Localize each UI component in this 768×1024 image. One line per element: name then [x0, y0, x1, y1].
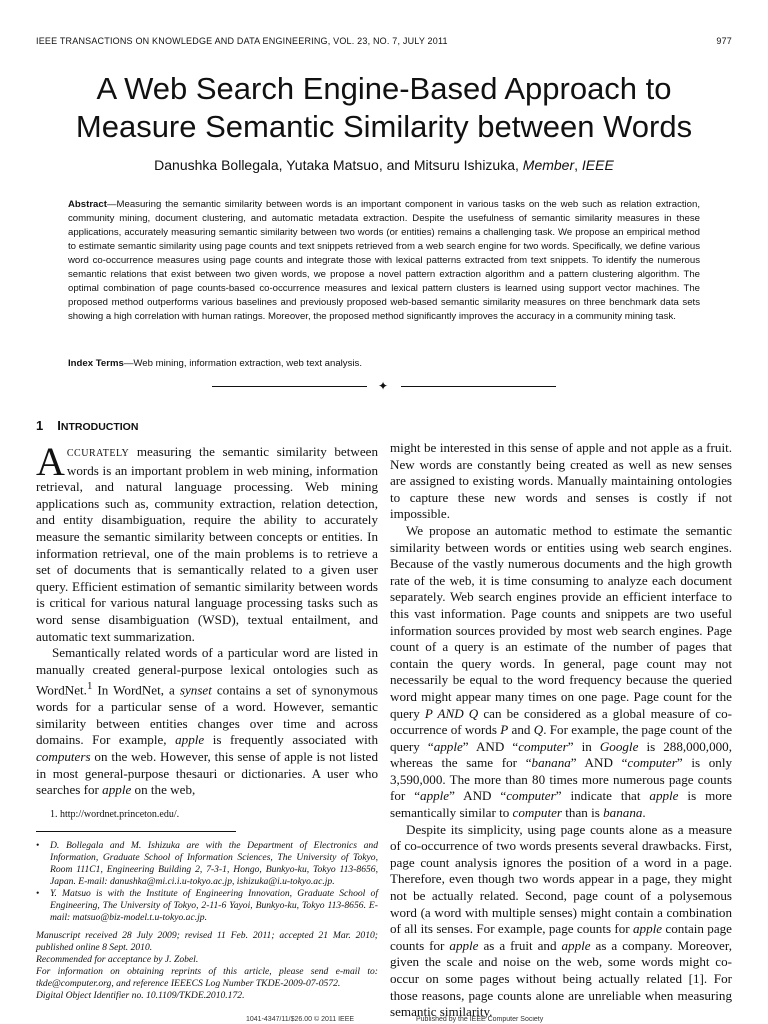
- index-terms-text: —Web mining, information extraction, web text analysis.: [123, 358, 362, 369]
- right-paragraph-1: might be interested in this sense of apple and not apple as a fruit. New words are constantly being created as well as new senses are assigned to existing words. Manually maintaining ontologies to capture these new words and senses is costly if not impossible.: [390, 440, 732, 522]
- copyright-line: 1041-4347/11/$26.00 © 2011 IEEE: [246, 1016, 355, 1023]
- manuscript-note: Manuscript received 28 July 2009; revised 11 Feb. 2011; accepted 21 Mar. 2010; published online 8 Sept. 2010.: [36, 929, 378, 953]
- section-title-first: I: [57, 418, 61, 433]
- footnote-rule: [36, 831, 236, 832]
- author-sep: ,: [574, 157, 582, 173]
- section-number: 1: [36, 418, 44, 433]
- recommended-note: Recommended for acceptance by J. Zobel.: [36, 953, 199, 965]
- author-names: Danushka Bollegala, Yutaka Matsuo, and Mitsuru Ishizuka,: [154, 157, 523, 173]
- index-terms: [68, 358, 700, 369]
- drop-cap: A: [36, 439, 65, 484]
- bullet-icon: •: [36, 839, 40, 851]
- bullet-icon: •: [36, 887, 40, 899]
- affiliation-note-1: • D. Bollegala and M. Ishizuka are with the Department of Electronics and Information, Graduate School of Information Sciences, The University of Tokyo, Room 111C1, Engineering Building 2, 7-3-1, Hongo, Bunkyo-ku, Tokyo 113-8656, Japan. E-mail: danushka@mi.ci.i.u-tokyo.ac.jp, ishizuka@i.u-tokyo.ac.jp.: [36, 839, 378, 887]
- divider-line-right: [401, 386, 556, 387]
- doi-note: Digital Object Identifier no. 10.1109/TKDE.2010.172.: [36, 989, 245, 1001]
- paper-title: [36, 70, 732, 146]
- intro-paragraph-1: ACCURATELY measuring the semantic similarity between words is an important problem in web mining, information retrieval, and natural language processing. Web mining applications such as, community extraction, relation detection, and entity disambiguation, require the ability to accurately measure the semantic similarity between concepts or entities. In information retrieval, one of the main problems is to retrieve a set of documents that is semantically related to a given user query. Efficient estimation of semantic similarity between words is critical for various natural language processing tasks such as word sense disambiguation (WSD), textual entailment, and automatic text summarization.: [36, 439, 378, 644]
- left-column: [36, 418, 378, 1002]
- section-title-rest: NTRODUCTION: [60, 421, 139, 433]
- abstract-lead: Abstract: [68, 199, 107, 210]
- affiliation-note-2: • Y. Matsuo is with the Institute of Engineering Innovation, Graduate School of Engineering, The University of Tokyo, 2-11-6 Yayoi, Bunkyo-ku, Tokyo 113-8656. E-mail: matsuo@biz-model.t.u-tokyo.ac.jp.: [36, 887, 378, 923]
- index-terms-lead: Index Terms: [68, 358, 124, 369]
- abstract: [68, 198, 700, 324]
- ieee-label: IEEE: [581, 157, 614, 173]
- abstract-text: —Measuring the semantic similarity between words is an important component in various tasks on the web such as relation extraction, community mining, document clustering, and automatic metadata extraction. Despite the usefulness of semantic similarity measures in these applications, accurately measuring semantic similarity between two words (or entities) remains a challenging task. We propose an empirical method to estimate semantic similarity using page counts and text snippets retrieved from a web search engine for two words. Specifically, we define various word co-occurrence measures using page counts and integrate those with lexical patterns extracted from text snippets. To identify the numerous semantic relations that exist between two given words, we propose a novel pattern extraction algorithm and a pattern clustering algorithm. The optimal combination of page counts-based co-occurrence measures and lexical pattern clusters is learned using support vector machines. The proposed method outperforms various baselines and previously proposed web-based semantic similarity measures on three benchmark data sets showing a high correlation with human ratings. Moreover, the proposed method significantly improves the accuracy in a community mining task.: [68, 199, 700, 322]
- right-paragraph-2: We propose an automatic method to estimate the semantic similarity between words or entities using web search engines. Because of the vastly numerous documents and the high growth rate of the web, it is time consuming to analyze each document separately. Web search engines provide an efficient interface to this vast information. Page counts and snippets are two useful information sources provided by most web search engines. Page count of a query is an estimate of the number of pages that contain the query words. In general, page count may not necessarily be equal to the word frequency because the queried word might appear many times on one page. Page count for the query P AND Q can be considered as a global measure of co-occurrence of words P and Q. For example, the page count of the query “apple” AND “computer” in Google is 288,000,000, whereas the same for “banana” AND “computer” is only 3,590,000. The more than 80 times more numerous page counts for “apple” AND “computer” indicate that apple is more semantically similar to computer than is banana.: [390, 522, 733, 821]
- page-number: 977: [716, 36, 732, 46]
- journal-info: IEEE TRANSACTIONS ON KNOWLEDGE AND DATA ENGINEERING, VOL. 23, NO. 7, JULY 2011: [36, 36, 448, 46]
- divider-line-left: [212, 386, 367, 387]
- running-head: [36, 36, 732, 50]
- publisher-line: Published by the IEEE Computer Society: [416, 1016, 544, 1023]
- reprints-note: For information on obtaining reprints of this article, please send e-mail to: tkde@computer.org, and reference IEEECS Log Number TKDE-2009-07-0572.: [36, 965, 378, 989]
- author-line: [36, 157, 732, 173]
- right-column: [390, 440, 732, 1021]
- footnote-marker: 1: [86, 680, 93, 693]
- footnote-1: 1. http://wordnet.princeton.edu/.: [50, 808, 180, 820]
- section-divider: [212, 379, 556, 393]
- page-footer: [36, 1016, 732, 1024]
- intro-paragraph-2: Semantically related words of a particular word are listed in manually created general-purpose lexical ontologies such as WordNet.$^1$ In WordNet, a synset contains a set of synonymous words for a particular sense of a word. However, semantic similarity between entities changes over time and across domains. For example, apple is frequently associated with computers on the web. However, this sense of apple is not listed in most general-purpose thesauri or dictionaries. A user who searches for apple on the web,: [36, 645, 378, 798]
- section-heading: [36, 418, 378, 436]
- member-label: Member: [522, 157, 575, 173]
- divider-ornament-icon: ✦: [378, 379, 389, 393]
- title-line-2: Measure Semantic Similarity between Words: [75, 109, 693, 144]
- title-line-1: A Web Search Engine-Based Approach to: [96, 71, 672, 106]
- right-paragraph-3: Despite its simplicity, using page counts alone as a measure of co-occurrence of two words presents several drawbacks. First, page count analysis ignores the position of a word in a page. Therefore, even though two words appear in a page, they might not be actually related. Second, page count of a polysemous word (a word with multiple senses) might contain a combination of all its senses. For example, page counts for apple contain page counts for apple as a fruit and apple as a company. Moreover, given the scale and noise on the web, some words might co-occur on some pages without being actually related [1]. For those reasons, page counts alone are unreliable when measuring semantic similarity.: [390, 821, 732, 1020]
- drop-cap-rest: CCURATELY: [66, 448, 130, 459]
